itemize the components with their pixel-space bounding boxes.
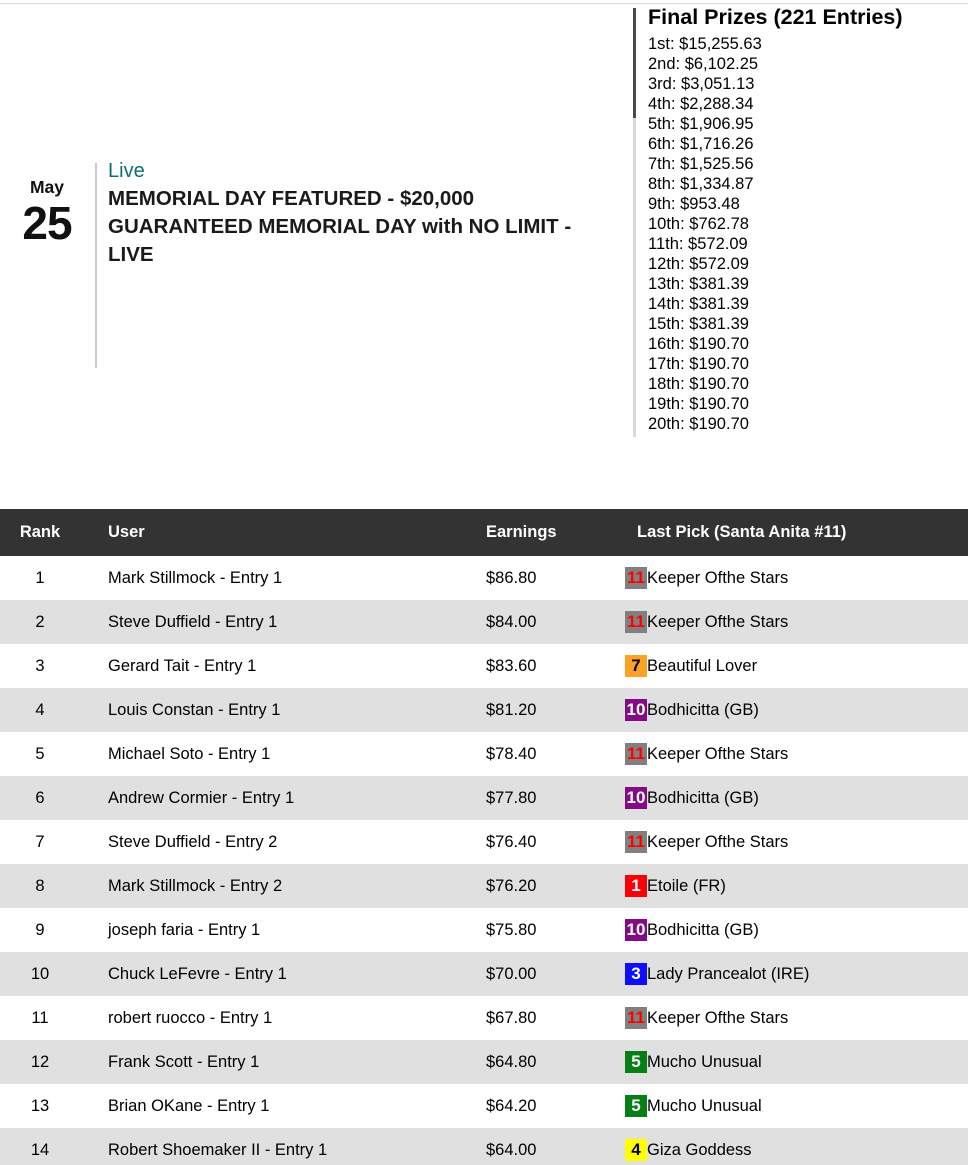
earnings-cell: $86.80 bbox=[486, 568, 537, 587]
horse-name: Keeper Ofthe Stars bbox=[647, 833, 789, 851]
leaderboard-row bbox=[0, 1084, 968, 1128]
horse-name: Beautiful Lover bbox=[647, 657, 758, 675]
prize-list-item: 8th: $1,334.87 bbox=[648, 175, 754, 193]
earnings-cell: $64.20 bbox=[486, 1096, 537, 1115]
event-day: 25 bbox=[22, 197, 72, 249]
horse-name: Giza Goddess bbox=[647, 1141, 752, 1159]
user-cell: Robert Shoemaker II - Entry 1 bbox=[108, 1140, 328, 1159]
user-cell: joseph faria - Entry 1 bbox=[108, 920, 261, 939]
prize-list-item: 16th: $190.70 bbox=[648, 335, 749, 353]
rank-cell: 12 bbox=[30, 1052, 50, 1071]
saddle-cloth-number-badge: 11 bbox=[625, 567, 647, 589]
prize-list-item: 14th: $381.39 bbox=[648, 295, 749, 313]
prize-list-item: 5th: $1,906.95 bbox=[648, 115, 754, 133]
rank-cell: 14 bbox=[30, 1140, 50, 1159]
last-pick-cell bbox=[625, 567, 968, 589]
prize-list-item: 17th: $190.70 bbox=[648, 355, 749, 373]
event-title: MEMORIAL DAY FEATURED - $20,000 GUARANTEED MEMORIAL DAY with NO LIMIT - LIVE bbox=[108, 187, 572, 266]
prize-list-item: 12th: $572.09 bbox=[648, 255, 749, 273]
user-cell: Louis Constan - Entry 1 bbox=[108, 700, 281, 719]
live-status-badge: Live bbox=[108, 160, 145, 182]
leaderboard-header-row bbox=[0, 509, 968, 556]
earnings-cell: $83.60 bbox=[486, 656, 537, 675]
rank-cell: 5 bbox=[35, 744, 45, 763]
last-pick-cell bbox=[625, 963, 968, 985]
leaderboard-body bbox=[0, 556, 968, 1165]
last-pick-cell bbox=[625, 743, 968, 765]
user-cell: Mark Stillmock - Entry 1 bbox=[108, 568, 283, 587]
saddle-cloth-number-badge: 10 bbox=[626, 920, 646, 939]
last-pick-cell bbox=[625, 1095, 968, 1117]
prizes-scrollbar-thumb[interactable] bbox=[633, 8, 636, 118]
last-pick-cell bbox=[625, 1051, 968, 1073]
last-pick-cell bbox=[625, 655, 968, 677]
earnings-cell: $78.40 bbox=[486, 744, 537, 763]
leaderboard-row bbox=[0, 864, 968, 908]
prize-list-item: 9th: $953.48 bbox=[648, 195, 740, 213]
user-cell: Andrew Cormier - Entry 1 bbox=[108, 788, 295, 807]
horse-name: Keeper Ofthe Stars bbox=[647, 613, 789, 631]
leaderboard-row bbox=[0, 1040, 968, 1084]
saddle-cloth-number-badge: 11 bbox=[625, 1007, 647, 1029]
earnings-cell: $77.80 bbox=[486, 788, 537, 807]
rank-cell: 13 bbox=[30, 1096, 50, 1115]
saddle-cloth-number-badge: 5 bbox=[625, 1051, 647, 1073]
saddle-cloth-number-badge: 7 bbox=[625, 655, 647, 677]
event-date bbox=[14, 176, 80, 248]
leaderboard-row bbox=[0, 952, 968, 996]
horse-name: Lady Prancealot (IRE) bbox=[647, 965, 810, 983]
leaderboard-row bbox=[0, 688, 968, 732]
prize-list-item: 20th: $190.70 bbox=[648, 415, 749, 433]
final-prizes-panel bbox=[648, 4, 966, 434]
user-cell: Mark Stillmock - Entry 2 bbox=[108, 876, 283, 895]
prize-list-item: 15th: $381.39 bbox=[648, 315, 749, 333]
prize-list-item: 3rd: $3,051.13 bbox=[648, 75, 755, 93]
rank-cell: 6 bbox=[35, 788, 45, 807]
saddle-cloth-number-badge: 11 bbox=[625, 611, 647, 633]
event-info bbox=[108, 158, 573, 269]
horse-name: Mucho Unusual bbox=[647, 1053, 762, 1071]
horse-name: Bodhicitta (GB) bbox=[647, 789, 759, 807]
horse-name: Keeper Ofthe Stars bbox=[647, 569, 789, 587]
leaderboard-row bbox=[0, 600, 968, 644]
column-header-last-pick: Last Pick (Santa Anita #11) bbox=[637, 523, 847, 541]
user-cell: Frank Scott - Entry 1 bbox=[108, 1052, 260, 1071]
user-cell: Steve Duffield - Entry 2 bbox=[108, 832, 278, 851]
user-cell: Chuck LeFevre - Entry 1 bbox=[108, 964, 287, 983]
saddle-cloth-number-badge: 4 bbox=[625, 1139, 647, 1161]
prize-list-item: 6th: $1,716.26 bbox=[648, 135, 754, 153]
leaderboard-row bbox=[0, 556, 968, 600]
earnings-cell: $81.20 bbox=[486, 700, 537, 719]
prize-list-item: 13th: $381.39 bbox=[648, 275, 749, 293]
horse-name: Bodhicitta (GB) bbox=[647, 921, 759, 939]
rank-cell: 3 bbox=[35, 656, 45, 675]
prize-list-item: 7th: $1,525.56 bbox=[648, 155, 754, 173]
earnings-cell: $70.00 bbox=[486, 964, 537, 983]
leaderboard-row bbox=[0, 644, 968, 688]
rank-cell: 7 bbox=[35, 832, 45, 851]
last-pick-cell bbox=[625, 1139, 968, 1161]
prize-list-item: 2nd: $6,102.25 bbox=[648, 55, 759, 73]
leaderboard-row bbox=[0, 732, 968, 776]
event-month: May bbox=[29, 177, 65, 197]
last-pick-cell bbox=[625, 919, 968, 941]
prize-list-item: 11th: $572.09 bbox=[648, 235, 748, 253]
rank-cell: 11 bbox=[31, 1008, 49, 1027]
column-header-user: User bbox=[108, 523, 145, 541]
leaderboard-table bbox=[0, 509, 968, 1165]
earnings-cell: $64.00 bbox=[486, 1140, 537, 1159]
earnings-cell: $64.80 bbox=[486, 1052, 537, 1071]
last-pick-cell bbox=[625, 699, 968, 721]
saddle-cloth-number-badge: 10 bbox=[626, 700, 646, 719]
last-pick-cell bbox=[625, 611, 968, 633]
saddle-cloth-number-badge: 3 bbox=[625, 963, 647, 985]
leaderboard-row bbox=[0, 820, 968, 864]
earnings-cell: $76.20 bbox=[486, 876, 537, 895]
rank-cell: 4 bbox=[35, 700, 45, 719]
horse-name: Etoile (FR) bbox=[647, 877, 726, 895]
prizes-list bbox=[648, 34, 966, 434]
column-header-rank: Rank bbox=[19, 523, 61, 541]
user-cell: Steve Duffield - Entry 1 bbox=[108, 612, 278, 631]
event-divider-line bbox=[95, 163, 97, 368]
rank-cell: 9 bbox=[35, 920, 45, 939]
rank-cell: 2 bbox=[35, 612, 45, 631]
last-pick-cell bbox=[625, 875, 968, 897]
leaderboard-row bbox=[0, 996, 968, 1040]
earnings-cell: $67.80 bbox=[486, 1008, 537, 1027]
user-cell: Brian OKane - Entry 1 bbox=[108, 1096, 270, 1115]
final-prizes-heading: Final Prizes (221 Entries) bbox=[648, 5, 903, 29]
user-cell: robert ruocco - Entry 1 bbox=[108, 1008, 273, 1027]
leaderboard-row bbox=[0, 776, 968, 820]
rank-cell: 8 bbox=[35, 876, 45, 895]
earnings-cell: $76.40 bbox=[486, 832, 537, 851]
leaderboard-row bbox=[0, 908, 968, 952]
saddle-cloth-number-badge: 11 bbox=[625, 831, 647, 853]
prize-list-item: 10th: $762.78 bbox=[648, 215, 749, 233]
horse-name: Keeper Ofthe Stars bbox=[647, 745, 789, 763]
horse-name: Keeper Ofthe Stars bbox=[647, 1009, 789, 1027]
user-cell: Gerard Tait - Entry 1 bbox=[108, 656, 257, 675]
saddle-cloth-number-badge: 5 bbox=[625, 1095, 647, 1117]
last-pick-cell bbox=[625, 1007, 968, 1029]
last-pick-cell bbox=[625, 831, 968, 853]
saddle-cloth-number-badge: 10 bbox=[626, 788, 646, 807]
earnings-cell: $84.00 bbox=[486, 612, 537, 631]
saddle-cloth-number-badge: 1 bbox=[625, 875, 647, 897]
rank-cell: 10 bbox=[30, 964, 50, 983]
user-cell: Michael Soto - Entry 1 bbox=[108, 744, 271, 763]
horse-name: Bodhicitta (GB) bbox=[647, 701, 759, 719]
column-header-earnings: Earnings bbox=[486, 523, 557, 541]
prize-list-item: 18th: $190.70 bbox=[648, 375, 749, 393]
prize-list-item: 1st: $15,255.63 bbox=[648, 35, 762, 53]
saddle-cloth-number-badge: 11 bbox=[625, 743, 647, 765]
horse-name: Mucho Unusual bbox=[647, 1097, 762, 1115]
leaderboard-row bbox=[0, 1128, 968, 1165]
earnings-cell: $75.80 bbox=[486, 920, 537, 939]
prize-list-item: 19th: $190.70 bbox=[648, 395, 749, 413]
prize-list-item: 4th: $2,288.34 bbox=[648, 95, 754, 113]
last-pick-cell bbox=[625, 787, 968, 809]
rank-cell: 1 bbox=[35, 568, 45, 587]
